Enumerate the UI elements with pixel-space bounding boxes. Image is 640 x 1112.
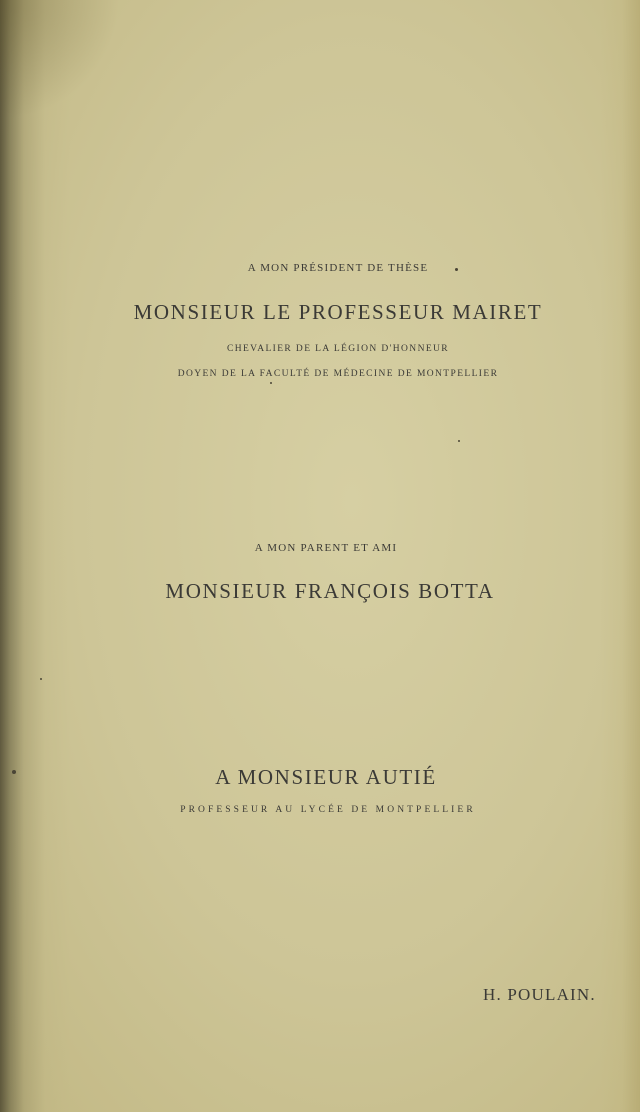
dedication-detail-legion: CHEVALIER DE LA LÉGION D'HONNEUR: [226, 344, 450, 354]
ink-speck: [455, 268, 458, 271]
ink-speck: [458, 440, 460, 442]
dedication-name-botta: MONSIEUR FRANÇOIS BOTTA: [165, 579, 495, 603]
dedication-intro-president: A MON PRÉSIDENT DE THÈSE: [247, 262, 429, 274]
ink-speck: [12, 770, 16, 774]
ink-speck: [40, 678, 42, 680]
ink-speck: [270, 382, 272, 384]
dedication-name-mairet: MONSIEUR LE PROFESSEUR MAIRET: [133, 300, 543, 324]
book-spine-shadow: [0, 0, 70, 1112]
author-signature: H. POULAIN.: [483, 985, 596, 1004]
page-stain: [0, 0, 120, 120]
dedication-name-autie: A MONSIEUR AUTIÉ: [215, 765, 437, 789]
dedication-detail-professeur: PROFESSEUR AU LYCÉE DE MONTPELLIER: [180, 805, 476, 815]
dedication-detail-doyen: DOYEN DE LA FACULTÉ DE MÉDECINE DE MONTPELLIER: [177, 369, 499, 379]
dedication-intro-parent: A MON PARENT ET AMI: [254, 542, 398, 554]
page-edge-shadow: [600, 0, 640, 1112]
